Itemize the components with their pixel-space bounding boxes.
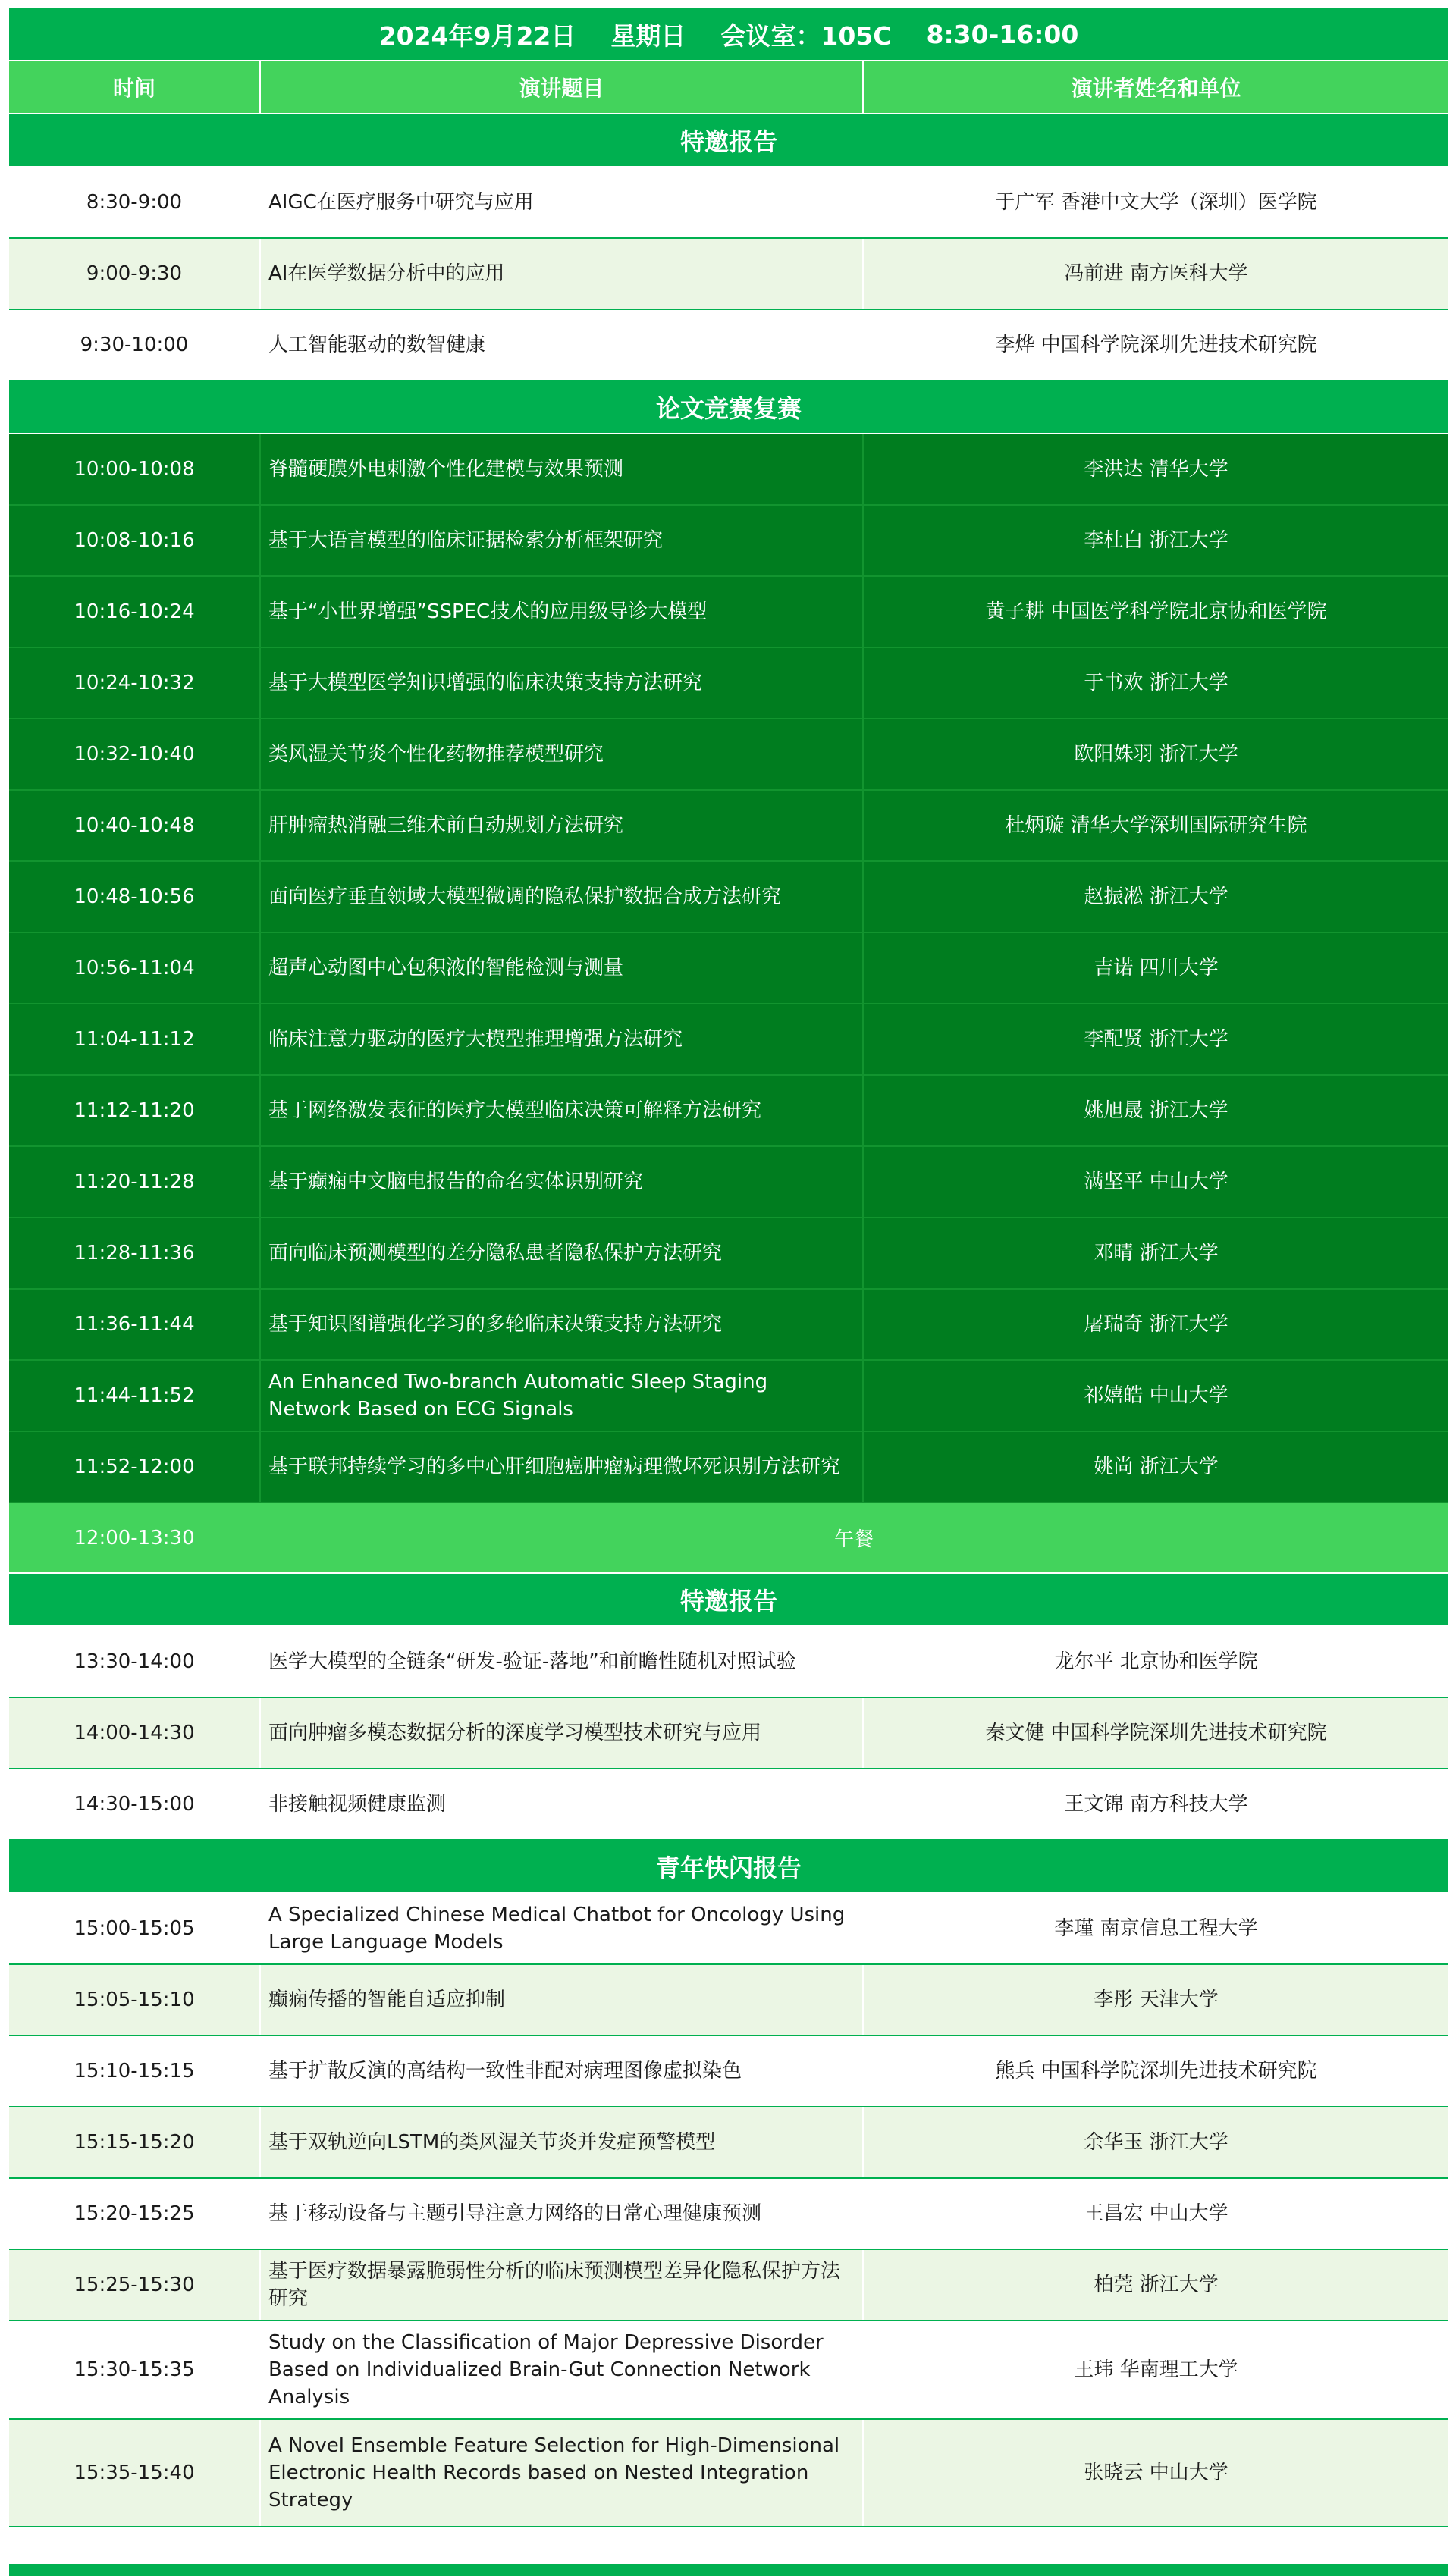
talk-row bbox=[9, 791, 1448, 862]
footer-bar bbox=[9, 2564, 1448, 2576]
column-header-time: 时间 bbox=[112, 76, 155, 101]
event-date: 2024年9月22日 bbox=[378, 20, 576, 51]
talk-time: 15:00-15:05 bbox=[74, 1917, 195, 1940]
talk-title: 基于癫痫中文脑电报告的命名实体识别研究 bbox=[259, 1147, 862, 1217]
talk-time: 11:20-11:28 bbox=[74, 1170, 195, 1193]
talk-speaker: 秦文健 中国科学院深圳先进技术研究院 bbox=[862, 1698, 1448, 1768]
talk-title: 面向临床预测模型的差分隐私患者隐私保护方法研究 bbox=[259, 1218, 862, 1288]
talk-title: 脊髓硬膜外电刺激个性化建模与效果预测 bbox=[259, 434, 862, 504]
event-room: 会议室：105C bbox=[720, 20, 892, 51]
talk-speaker: 李烨 中国科学院深圳先进技术研究院 bbox=[862, 310, 1448, 380]
talk-title: AI在医学数据分析中的应用 bbox=[259, 239, 862, 309]
talk-time: 13:30-14:00 bbox=[74, 1650, 195, 1673]
event-weekday: 星期日 bbox=[610, 20, 686, 51]
talk-speaker: 李瑾 南京信息工程大学 bbox=[862, 1894, 1448, 1963]
talk-row bbox=[9, 577, 1448, 648]
talk-time: 15:10-15:15 bbox=[74, 2060, 195, 2082]
talk-speaker: 于书欢 浙江大学 bbox=[862, 648, 1448, 718]
talk-title: 面向肿瘤多模态数据分析的深度学习模型技术研究与应用 bbox=[259, 1698, 862, 1768]
talk-speaker: 黄子耕 中国医学科学院北京协和医学院 bbox=[862, 577, 1448, 647]
talk-title: 类风湿关节炎个性化药物推荐模型研究 bbox=[259, 719, 862, 789]
talk-time: 15:30-15:35 bbox=[74, 2358, 195, 2381]
talk-title: 肝肿瘤热消融三维术前自动规划方法研究 bbox=[259, 791, 862, 860]
talk-title: AIGC在医疗服务中研究与应用 bbox=[259, 168, 862, 237]
talk-speaker: 李配贤 浙江大学 bbox=[862, 1004, 1448, 1074]
talk-time: 15:05-15:10 bbox=[74, 1988, 195, 2011]
talk-title: An Enhanced Two-branch Automatic Sleep Staging Network Based on ECG Signals bbox=[259, 1361, 862, 1431]
talk-title: Study on the Classification of Major Depressive Disorder Based on Individualized Brain-Gut Connection Network Analysis bbox=[259, 2321, 862, 2418]
talk-time: 15:20-15:25 bbox=[74, 2202, 195, 2225]
talk-row bbox=[9, 239, 1448, 310]
talk-speaker: 李洪达 清华大学 bbox=[862, 434, 1448, 504]
section-heading: 特邀报告 bbox=[9, 1574, 1448, 1627]
talk-title: 基于联邦持续学习的多中心肝细胞癌肿瘤病理微坏死识别方法研究 bbox=[259, 1432, 862, 1502]
talk-time: 11:44-11:52 bbox=[74, 1384, 195, 1407]
talk-row bbox=[9, 862, 1448, 933]
talk-time: 11:12-11:20 bbox=[74, 1099, 195, 1122]
talk-speaker: 姚尚 浙江大学 bbox=[862, 1432, 1448, 1502]
talk-time: 10:00-10:08 bbox=[74, 458, 195, 481]
talk-row bbox=[9, 719, 1448, 791]
talk-row bbox=[9, 2107, 1448, 2179]
talk-row bbox=[9, 2420, 1448, 2527]
talk-speaker: 王昌宏 中山大学 bbox=[862, 2179, 1448, 2249]
talk-time: 10:08-10:16 bbox=[74, 529, 195, 552]
talk-speaker: 欧阳姝羽 浙江大学 bbox=[862, 719, 1448, 789]
talk-time: 10:32-10:40 bbox=[74, 743, 195, 766]
talk-time: 8:30-9:00 bbox=[86, 191, 183, 214]
talk-title: 基于双轨逆向LSTM的类风湿关节炎并发症预警模型 bbox=[259, 2107, 862, 2177]
talk-title: 临床注意力驱动的医疗大模型推理增强方法研究 bbox=[259, 1004, 862, 1074]
talk-title: 癫痫传播的智能自适应抑制 bbox=[259, 1965, 862, 2035]
talk-time: 9:00-9:30 bbox=[86, 262, 183, 285]
lunch-label: 午餐 bbox=[833, 1528, 874, 1551]
talk-speaker: 张晓云 中山大学 bbox=[862, 2420, 1448, 2526]
talk-time: 11:36-11:44 bbox=[74, 1313, 195, 1336]
talk-speaker: 王文锦 南方科技大学 bbox=[862, 1769, 1448, 1839]
talk-row bbox=[9, 1218, 1448, 1290]
talk-speaker: 熊兵 中国科学院深圳先进技术研究院 bbox=[862, 2036, 1448, 2106]
talk-row bbox=[9, 1627, 1448, 1698]
column-header-title: 演讲题目 bbox=[259, 61, 862, 113]
talk-row bbox=[9, 2179, 1448, 2250]
talk-speaker: 赵振凇 浙江大学 bbox=[862, 862, 1448, 932]
column-header-row bbox=[9, 61, 1448, 114]
talk-row bbox=[9, 168, 1448, 239]
talk-title: 非接触视频健康监测 bbox=[259, 1769, 862, 1839]
talk-row bbox=[9, 1076, 1448, 1147]
talk-speaker: 吉诺 四川大学 bbox=[862, 933, 1448, 1003]
talk-speaker: 杜炳璇 清华大学深圳国际研究生院 bbox=[862, 791, 1448, 860]
talk-time: 10:40-10:48 bbox=[74, 814, 195, 837]
talk-row bbox=[9, 1290, 1448, 1361]
talk-speaker: 祁嬉皓 中山大学 bbox=[862, 1361, 1448, 1431]
talk-row bbox=[9, 1698, 1448, 1769]
talk-row bbox=[9, 1004, 1448, 1076]
talk-speaker: 邓晴 浙江大学 bbox=[862, 1218, 1448, 1288]
talk-speaker: 李杜白 浙江大学 bbox=[862, 506, 1448, 575]
talk-title: 面向医疗垂直领域大模型微调的隐私保护数据合成方法研究 bbox=[259, 862, 862, 932]
talk-title: 超声心动图中心包积液的智能检测与测量 bbox=[259, 933, 862, 1003]
talk-title: 基于扩散反演的高结构一致性非配对病理图像虚拟染色 bbox=[259, 2036, 862, 2106]
lunch-row bbox=[9, 1503, 1448, 1574]
talk-row bbox=[9, 2250, 1448, 2321]
section-heading: 特邀报告 bbox=[9, 114, 1448, 168]
talk-row bbox=[9, 1361, 1448, 1432]
talk-row bbox=[9, 310, 1448, 381]
talk-speaker: 姚旭晟 浙江大学 bbox=[862, 1076, 1448, 1145]
talk-time: 11:52-12:00 bbox=[74, 1456, 195, 1478]
talk-title: A Novel Ensemble Feature Selection for High-Dimensional Electronic Health Records based on Nested Integration Strategy bbox=[259, 2420, 862, 2526]
event-hours: 8:30-16:00 bbox=[926, 19, 1079, 49]
talk-time: 15:25-15:30 bbox=[74, 2274, 195, 2296]
talk-time: 14:00-14:30 bbox=[74, 1722, 195, 1744]
talk-time: 10:16-10:24 bbox=[74, 600, 195, 623]
schedule-table bbox=[9, 8, 1448, 2527]
talk-time: 10:24-10:32 bbox=[74, 672, 195, 694]
section-heading: 青年快闪报告 bbox=[9, 1841, 1448, 1894]
talk-row bbox=[9, 1894, 1448, 1965]
talk-time: 14:30-15:00 bbox=[74, 1793, 195, 1816]
talk-speaker: 满坚平 中山大学 bbox=[862, 1147, 1448, 1217]
talk-speaker: 屠瑞奇 浙江大学 bbox=[862, 1290, 1448, 1359]
talk-time: 15:35-15:40 bbox=[74, 2462, 195, 2484]
talk-row bbox=[9, 648, 1448, 719]
talk-speaker: 李彤 天津大学 bbox=[862, 1965, 1448, 2035]
talk-row bbox=[9, 933, 1448, 1004]
talk-row bbox=[9, 2321, 1448, 2420]
talk-title: 基于网络激发表征的医疗大模型临床决策可解释方法研究 bbox=[259, 1076, 862, 1145]
talk-row bbox=[9, 506, 1448, 577]
talk-row bbox=[9, 1965, 1448, 2036]
talk-speaker: 王玮 华南理工大学 bbox=[862, 2321, 1448, 2418]
talk-title: 人工智能驱动的数智健康 bbox=[259, 310, 862, 380]
talk-row bbox=[9, 1432, 1448, 1503]
section-heading: 论文竞赛复赛 bbox=[9, 381, 1448, 434]
talk-title: A Specialized Chinese Medical Chatbot for Oncology Using Large Language Models bbox=[259, 1894, 862, 1963]
talk-time: 9:30-10:00 bbox=[80, 334, 189, 356]
talk-time: 11:28-11:36 bbox=[74, 1242, 195, 1264]
talk-title: 基于大语言模型的临床证据检索分析框架研究 bbox=[259, 506, 862, 575]
column-header-speaker: 演讲者姓名和单位 bbox=[862, 61, 1448, 113]
talk-title: 基于移动设备与主题引导注意力网络的日常心理健康预测 bbox=[259, 2179, 862, 2249]
talk-row bbox=[9, 1147, 1448, 1218]
title-banner bbox=[9, 8, 1448, 61]
talk-speaker: 余华玉 浙江大学 bbox=[862, 2107, 1448, 2177]
sections-container bbox=[9, 114, 1448, 2527]
talk-time: 10:56-11:04 bbox=[74, 957, 195, 979]
talk-row bbox=[9, 1769, 1448, 1841]
lunch-time: 12:00-13:30 bbox=[74, 1526, 195, 1550]
talk-time: 10:48-10:56 bbox=[74, 885, 195, 908]
talk-speaker: 柏莞 浙江大学 bbox=[862, 2250, 1448, 2320]
talk-row bbox=[9, 434, 1448, 506]
talk-time: 11:04-11:12 bbox=[74, 1028, 195, 1051]
talk-title: 医学大模型的全链条“研发-验证-落地”和前瞻性随机对照试验 bbox=[259, 1627, 862, 1697]
talk-title: 基于知识图谱强化学习的多轮临床决策支持方法研究 bbox=[259, 1290, 862, 1359]
talk-title: 基于医疗数据暴露脆弱性分析的临床预测模型差异化隐私保护方法研究 bbox=[259, 2250, 862, 2320]
talk-speaker: 于广军 香港中文大学（深圳）医学院 bbox=[862, 168, 1448, 237]
talk-title: 基于“小世界增强”SSPEC技术的应用级导诊大模型 bbox=[259, 577, 862, 647]
talk-speaker: 冯前进 南方医科大学 bbox=[862, 239, 1448, 309]
talk-speaker: 龙尔平 北京协和医学院 bbox=[862, 1627, 1448, 1697]
talk-time: 15:15-15:20 bbox=[74, 2131, 195, 2154]
talk-row bbox=[9, 2036, 1448, 2107]
talk-title: 基于大模型医学知识增强的临床决策支持方法研究 bbox=[259, 648, 862, 718]
